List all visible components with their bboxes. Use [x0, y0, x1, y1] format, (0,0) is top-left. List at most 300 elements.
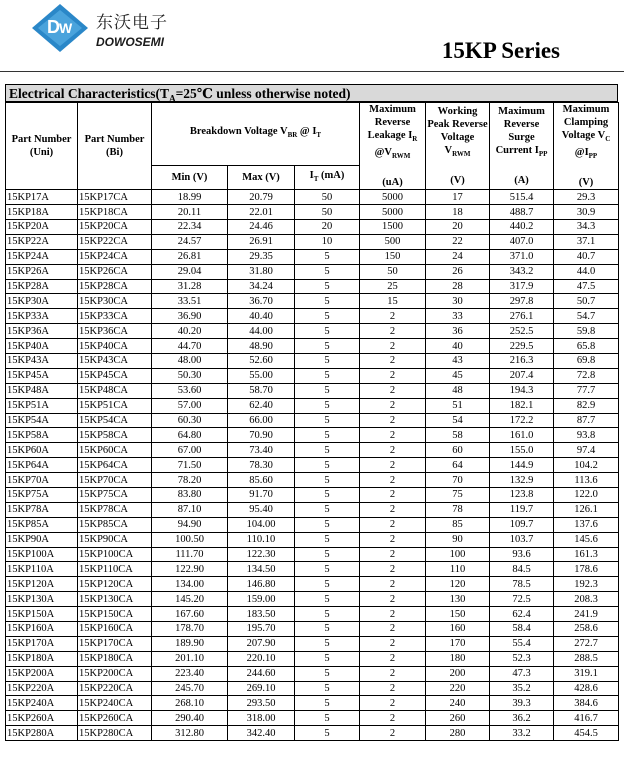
cell-vbr-max: 318.00	[228, 711, 295, 726]
series-title: 15KP Series	[441, 38, 560, 63]
cell-part-bi: 15KP51CA	[78, 398, 152, 413]
cell-part-uni: 15KP26A	[6, 264, 78, 279]
cell-part-uni: 15KP51A	[6, 398, 78, 413]
cell-vc: 44.0	[554, 264, 619, 279]
cell-part-bi: 15KP36CA	[78, 324, 152, 339]
cell-vbr-min: 312.80	[152, 726, 228, 741]
cell-vbr-max: 159.00	[228, 592, 295, 607]
cell-ir: 15	[360, 294, 426, 309]
cell-ipp: 103.7	[490, 532, 554, 547]
header-part-bi-text: Part Number (Bi)	[84, 134, 145, 159]
cell-part-uni: 15KP75A	[6, 488, 78, 503]
cell-ipp: 155.0	[490, 443, 554, 458]
cell-vc: 34.3	[554, 219, 619, 234]
cell-vbr-max: 62.40	[228, 398, 295, 413]
cell-part-bi: 15KP30CA	[78, 294, 152, 309]
cell-part-bi: 15KP54CA	[78, 413, 152, 428]
cell-part-bi: 15KP28CA	[78, 279, 152, 294]
cell-vrwm: 280	[426, 726, 490, 741]
cell-ipp: 78.5	[490, 577, 554, 592]
table-row	[6, 726, 619, 741]
cell-ipp: 343.2	[490, 264, 554, 279]
cell-part-bi: 15KP48CA	[78, 383, 152, 398]
cell-ir: 1500	[360, 219, 426, 234]
cell-vrwm: 120	[426, 577, 490, 592]
cell-vrwm: 40	[426, 339, 490, 354]
cell-ipp: 297.8	[490, 294, 554, 309]
cell-vbr-max: 73.40	[228, 443, 295, 458]
table-row	[6, 636, 619, 651]
cell-part-uni: 15KP17A	[6, 190, 78, 205]
cell-ir: 2	[360, 473, 426, 488]
cell-vbr-min: 40.20	[152, 324, 228, 339]
cell-vc: 319.1	[554, 666, 619, 681]
hs-4s: PP	[538, 150, 548, 159]
cell-vrwm: 220	[426, 681, 490, 696]
table-body	[6, 190, 619, 741]
cell-vbr-max: 269.10	[228, 681, 295, 696]
cell-vrwm: 48	[426, 383, 490, 398]
hw-2: Peak Reverse	[427, 119, 488, 131]
header-reverse-leakage	[360, 103, 426, 190]
cell-vbr-max: 36.70	[228, 294, 295, 309]
cell-it: 5	[295, 607, 360, 622]
cell-it: 5	[295, 666, 360, 681]
cell-vbr-max: 183.50	[228, 607, 295, 622]
cell-ir: 2	[360, 577, 426, 592]
cell-part-bi: 15KP85CA	[78, 517, 152, 532]
cell-ir: 2	[360, 666, 426, 681]
cell-it: 5	[295, 696, 360, 711]
cell-part-uni: 15KP18A	[6, 205, 78, 220]
hs-2: Reverse	[503, 119, 540, 131]
cell-vrwm: 64	[426, 458, 490, 473]
hc-1: Maximum	[562, 104, 610, 115]
table-row	[6, 190, 619, 205]
cell-part-bi: 15KP160CA	[78, 622, 152, 637]
cell-part-uni: 15KP240A	[6, 696, 78, 711]
cell-ipp: 161.0	[490, 428, 554, 443]
cell-part-bi: 15KP220CA	[78, 681, 152, 696]
cell-vrwm: 58	[426, 428, 490, 443]
cell-vc: 93.8	[554, 428, 619, 443]
cell-vbr-max: 244.60	[228, 666, 295, 681]
cell-ir: 2	[360, 488, 426, 503]
table-row	[6, 681, 619, 696]
cell-ipp: 55.4	[490, 636, 554, 651]
table-row	[6, 532, 619, 547]
cell-part-uni: 15KP160A	[6, 622, 78, 637]
cell-it: 5	[295, 622, 360, 637]
cell-vbr-min: 44.70	[152, 339, 228, 354]
cell-ir: 2	[360, 443, 426, 458]
cell-vc: 241.9	[554, 607, 619, 622]
cell-vc: 454.5	[554, 726, 619, 741]
cell-ir: 2	[360, 502, 426, 517]
hc-3s: C	[605, 135, 611, 144]
table-row	[6, 294, 619, 309]
cell-ir: 2	[360, 696, 426, 711]
cell-ipp: 58.4	[490, 622, 554, 637]
cell-vbr-max: 55.00	[228, 368, 295, 383]
cell-it: 5	[295, 279, 360, 294]
cell-vc: 54.7	[554, 309, 619, 324]
cell-vbr-max: 26.91	[228, 234, 295, 249]
hw-4: V	[444, 145, 453, 157]
cell-part-bi: 15KP20CA	[78, 219, 152, 234]
cell-part-bi: 15KP64CA	[78, 458, 152, 473]
cell-part-bi: 15KP120CA	[78, 577, 152, 592]
cell-ir: 2	[360, 458, 426, 473]
cell-vrwm: 110	[426, 562, 490, 577]
cell-part-uni: 15KP36A	[6, 324, 78, 339]
cell-vc: 122.0	[554, 488, 619, 503]
cell-vbr-min: 53.60	[152, 383, 228, 398]
cell-it: 20	[295, 219, 360, 234]
cell-ir: 2	[360, 592, 426, 607]
table-row	[6, 517, 619, 532]
cell-vbr-max: 207.90	[228, 636, 295, 651]
cell-ipp: 276.1	[490, 309, 554, 324]
cell-vrwm: 51	[426, 398, 490, 413]
cell-ir: 2	[360, 353, 426, 368]
cell-part-uni: 15KP58A	[6, 428, 78, 443]
cell-part-uni: 15KP78A	[6, 502, 78, 517]
cell-it: 5	[295, 413, 360, 428]
cell-ir: 2	[360, 309, 426, 324]
cell-vrwm: 78	[426, 502, 490, 517]
table-row	[6, 547, 619, 562]
cell-vrwm: 28	[426, 279, 490, 294]
table-row	[6, 398, 619, 413]
cell-ir: 2	[360, 339, 426, 354]
cell-vbr-min: 24.57	[152, 234, 228, 249]
cell-vbr-max: 70.90	[228, 428, 295, 443]
header-it	[295, 165, 360, 189]
table-row	[6, 502, 619, 517]
cell-ipp: 371.0	[490, 249, 554, 264]
cell-vc: 192.3	[554, 577, 619, 592]
cell-it: 5	[295, 309, 360, 324]
cell-ipp: 194.3	[490, 383, 554, 398]
cell-ir: 150	[360, 249, 426, 264]
cell-ir: 2	[360, 711, 426, 726]
cell-vbr-min: 36.90	[152, 309, 228, 324]
cell-ipp: 207.4	[490, 368, 554, 383]
cell-part-bi: 15KP150CA	[78, 607, 152, 622]
cell-ipp: 407.0	[490, 234, 554, 249]
cell-vbr-min: 122.90	[152, 562, 228, 577]
hs-4: Current I	[495, 145, 539, 157]
header-divider	[0, 71, 624, 72]
cell-vbr-max: 110.10	[228, 532, 295, 547]
cell-vbr-min: 290.40	[152, 711, 228, 726]
cell-ipp: 93.6	[490, 547, 554, 562]
cell-vc: 178.6	[554, 562, 619, 577]
cell-vc: 87.7	[554, 413, 619, 428]
table-row	[6, 577, 619, 592]
hl-4: @V	[374, 147, 392, 159]
hit-a: I	[309, 169, 314, 181]
cell-ipp: 33.2	[490, 726, 554, 741]
cell-vbr-max: 91.70	[228, 488, 295, 503]
hl-2: Reverse	[374, 117, 411, 128]
svg-text:W: W	[59, 20, 73, 36]
cell-part-bi: 15KP33CA	[78, 309, 152, 324]
cell-part-bi: 15KP280CA	[78, 726, 152, 741]
cell-part-bi: 15KP22CA	[78, 234, 152, 249]
cell-vbr-min: 29.04	[152, 264, 228, 279]
hw-unit: (V)	[450, 175, 465, 187]
hb-b: @ I	[297, 126, 317, 138]
table-row	[6, 696, 619, 711]
cell-vc: 29.3	[554, 190, 619, 205]
hs-1: Maximum	[498, 106, 545, 118]
cell-part-uni: 15KP48A	[6, 383, 78, 398]
cell-vrwm: 43	[426, 353, 490, 368]
cell-ir: 2	[360, 636, 426, 651]
table-row	[6, 562, 619, 577]
cell-ir: 2	[360, 622, 426, 637]
hb-sub2: T	[316, 131, 322, 140]
cell-it: 5	[295, 726, 360, 741]
cell-ir: 2	[360, 651, 426, 666]
header-min-text: Min (V)	[171, 171, 208, 183]
cell-vrwm: 90	[426, 532, 490, 547]
cell-vbr-min: 20.11	[152, 205, 228, 220]
cell-vbr-min: 71.50	[152, 458, 228, 473]
cell-it: 5	[295, 562, 360, 577]
cell-part-uni: 15KP200A	[6, 666, 78, 681]
hl-1: Maximum	[369, 104, 416, 115]
cell-vrwm: 45	[426, 368, 490, 383]
cell-ir: 2	[360, 398, 426, 413]
cell-it: 5	[295, 577, 360, 592]
cell-part-uni: 15KP22A	[6, 234, 78, 249]
cell-part-bi: 15KP180CA	[78, 651, 152, 666]
cell-vbr-max: 31.80	[228, 264, 295, 279]
cell-part-bi: 15KP17CA	[78, 190, 152, 205]
cell-vbr-max: 78.30	[228, 458, 295, 473]
cell-ir: 2	[360, 324, 426, 339]
hl-unit: (uA)	[382, 177, 403, 189]
cell-vbr-min: 22.34	[152, 219, 228, 234]
cell-ir: 2	[360, 726, 426, 741]
cell-ipp: 488.7	[490, 205, 554, 220]
hw-1: Working	[437, 106, 478, 118]
cell-vbr-min: 100.50	[152, 532, 228, 547]
cell-part-uni: 15KP43A	[6, 353, 78, 368]
cell-vrwm: 20	[426, 219, 490, 234]
cell-it: 5	[295, 488, 360, 503]
cell-ipp: 317.9	[490, 279, 554, 294]
cell-vc: 416.7	[554, 711, 619, 726]
header-part-uni-text: Part Number (Uni)	[11, 134, 72, 159]
cell-part-uni: 15KP20A	[6, 219, 78, 234]
cell-ipp: 62.4	[490, 607, 554, 622]
cell-part-bi: 15KP45CA	[78, 368, 152, 383]
cell-it: 5	[295, 502, 360, 517]
hb-a: Breakdown Voltage V	[189, 126, 288, 138]
section-title-sub: A	[169, 93, 176, 104]
cell-part-bi: 15KP24CA	[78, 249, 152, 264]
cell-ipp: 72.5	[490, 592, 554, 607]
cell-ipp: 109.7	[490, 517, 554, 532]
cell-vbr-max: 104.00	[228, 517, 295, 532]
cell-part-uni: 15KP280A	[6, 726, 78, 741]
cell-vc: 50.7	[554, 294, 619, 309]
cell-part-bi: 15KP260CA	[78, 711, 152, 726]
hit-sub: T	[313, 175, 319, 183]
cell-ir: 500	[360, 234, 426, 249]
header-max	[228, 165, 295, 189]
cell-vbr-min: 64.80	[152, 428, 228, 443]
cell-vbr-min: 134.00	[152, 577, 228, 592]
cell-part-uni: 15KP260A	[6, 711, 78, 726]
cell-ipp: 119.7	[490, 502, 554, 517]
cell-vbr-min: 178.70	[152, 622, 228, 637]
cell-part-bi: 15KP70CA	[78, 473, 152, 488]
cell-part-uni: 15KP30A	[6, 294, 78, 309]
cell-vbr-min: 245.70	[152, 681, 228, 696]
cell-part-bi: 15KP58CA	[78, 428, 152, 443]
cell-vbr-max: 44.00	[228, 324, 295, 339]
cell-ir: 2	[360, 428, 426, 443]
header-part-bi	[78, 103, 152, 190]
hc-4s: PP	[588, 152, 598, 161]
cell-vbr-min: 87.10	[152, 502, 228, 517]
table-row	[6, 428, 619, 443]
cell-part-uni: 15KP64A	[6, 458, 78, 473]
cell-vbr-max: 29.35	[228, 249, 295, 264]
table-row	[6, 309, 619, 324]
table-row	[6, 324, 619, 339]
cell-ipp: 132.9	[490, 473, 554, 488]
cell-vbr-max: 66.00	[228, 413, 295, 428]
cell-part-bi: 15KP130CA	[78, 592, 152, 607]
cell-vbr-max: 134.50	[228, 562, 295, 577]
cell-vc: 137.6	[554, 517, 619, 532]
cell-ir: 2	[360, 517, 426, 532]
table-row	[6, 413, 619, 428]
cell-vrwm: 30	[426, 294, 490, 309]
cell-vbr-min: 223.40	[152, 666, 228, 681]
table-row	[6, 666, 619, 681]
cell-vc: 145.6	[554, 532, 619, 547]
cell-vbr-min: 167.60	[152, 607, 228, 622]
cell-vbr-max: 195.70	[228, 622, 295, 637]
cell-vbr-min: 83.80	[152, 488, 228, 503]
cell-it: 5	[295, 711, 360, 726]
cell-part-uni: 15KP60A	[6, 443, 78, 458]
header-surge-current	[490, 103, 554, 190]
cell-vbr-max: 293.50	[228, 696, 295, 711]
cell-vbr-min: 31.28	[152, 279, 228, 294]
hl-3: Leakage I	[367, 130, 413, 141]
cell-it: 5	[295, 651, 360, 666]
section-title-text: Electrical Characteristics(T	[9, 86, 170, 101]
cell-vbr-max: 122.30	[228, 547, 295, 562]
table-row	[6, 264, 619, 279]
cell-vrwm: 22	[426, 234, 490, 249]
cell-it: 5	[295, 592, 360, 607]
cell-vbr-max: 220.10	[228, 651, 295, 666]
cell-vbr-max: 24.46	[228, 219, 295, 234]
cell-vbr-max: 58.70	[228, 383, 295, 398]
cell-vbr-min: 50.30	[152, 368, 228, 383]
cell-ir: 2	[360, 368, 426, 383]
cell-vbr-max: 22.01	[228, 205, 295, 220]
cell-it: 5	[295, 294, 360, 309]
cell-part-uni: 15KP110A	[6, 562, 78, 577]
cell-ipp: 252.5	[490, 324, 554, 339]
cell-it: 5	[295, 547, 360, 562]
cell-vrwm: 160	[426, 622, 490, 637]
cell-vbr-max: 48.90	[228, 339, 295, 354]
cell-vbr-max: 146.80	[228, 577, 295, 592]
cell-vc: 65.8	[554, 339, 619, 354]
cell-it: 5	[295, 383, 360, 398]
table-row	[6, 383, 619, 398]
cell-vbr-min: 26.81	[152, 249, 228, 264]
cell-vrwm: 150	[426, 607, 490, 622]
cell-vrwm: 130	[426, 592, 490, 607]
cell-vc: 97.4	[554, 443, 619, 458]
cell-part-bi: 15KP43CA	[78, 353, 152, 368]
cell-vbr-min: 78.20	[152, 473, 228, 488]
hit-b: (mA)	[318, 169, 345, 181]
table-row	[6, 205, 619, 220]
cell-ipp: 440.2	[490, 219, 554, 234]
table-row	[6, 219, 619, 234]
cell-vrwm: 18	[426, 205, 490, 220]
cell-part-bi: 15KP90CA	[78, 532, 152, 547]
cell-vc: 288.5	[554, 651, 619, 666]
cell-vc: 104.2	[554, 458, 619, 473]
cell-it: 5	[295, 398, 360, 413]
cell-it: 5	[295, 324, 360, 339]
cell-ir: 5000	[360, 190, 426, 205]
cell-vc: 77.7	[554, 383, 619, 398]
dowosemi-logo-icon	[30, 2, 90, 54]
cell-ir: 2	[360, 562, 426, 577]
table-row	[6, 651, 619, 666]
cell-vrwm: 54	[426, 413, 490, 428]
cell-vc: 126.1	[554, 502, 619, 517]
cell-it: 5	[295, 368, 360, 383]
header-clamping-voltage	[554, 103, 619, 190]
table-row	[6, 249, 619, 264]
table-row	[6, 488, 619, 503]
cell-vc: 47.5	[554, 279, 619, 294]
cell-part-bi: 15KP78CA	[78, 502, 152, 517]
cell-vbr-max: 52.60	[228, 353, 295, 368]
cell-part-uni: 15KP54A	[6, 413, 78, 428]
hw-3: Voltage	[440, 132, 475, 144]
cell-vc: 69.8	[554, 353, 619, 368]
cell-part-uni: 15KP40A	[6, 339, 78, 354]
table-row	[6, 368, 619, 383]
cell-it: 5	[295, 532, 360, 547]
hw-4s: RWM	[452, 150, 471, 159]
cell-part-uni: 15KP70A	[6, 473, 78, 488]
table-row	[6, 353, 619, 368]
cell-part-uni: 15KP90A	[6, 532, 78, 547]
header-part-uni	[6, 103, 78, 190]
cell-vrwm: 26	[426, 264, 490, 279]
cell-it: 5	[295, 636, 360, 651]
cell-vrwm: 24	[426, 249, 490, 264]
